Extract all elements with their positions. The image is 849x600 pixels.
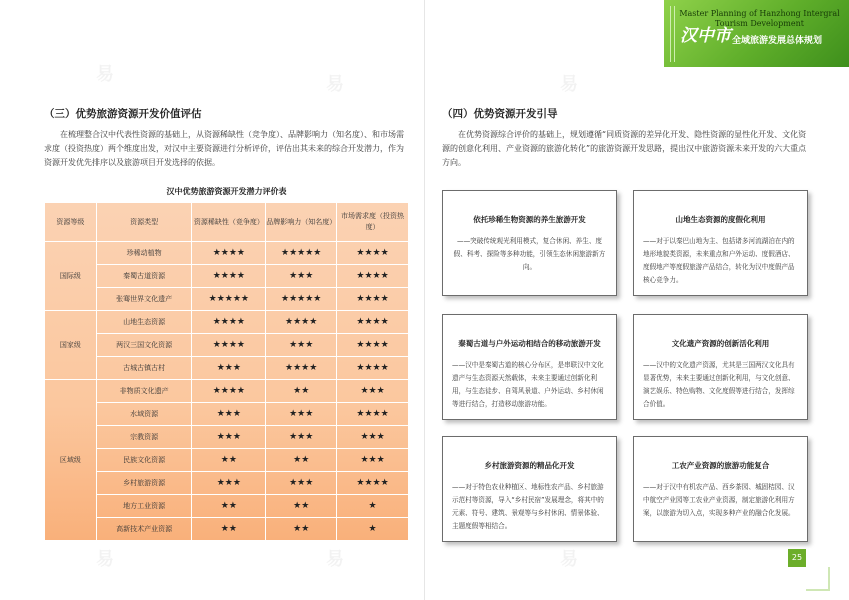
brand-rating: ★★ xyxy=(266,380,337,403)
header-banner xyxy=(664,0,849,67)
type-cell: 民族文化资源 xyxy=(96,449,192,472)
brand-rating: ★★★ xyxy=(266,334,337,357)
table-row xyxy=(45,472,409,495)
watermark-logo: 易 xyxy=(560,549,578,570)
card-title: 工农产业资源的旅游功能复合 xyxy=(671,461,770,470)
scarcity-rating: ★★★★ xyxy=(192,380,266,403)
market-rating: ★★★ xyxy=(337,426,409,449)
table-title: 汉中优势旅游资源开发潜力评价表 xyxy=(166,187,287,196)
banner-english-title-line2: Tourism Development xyxy=(715,19,804,28)
watermark-logo: 易 xyxy=(96,64,114,85)
left-intro-paragraph: 在梳理整合汉中代表性资源的基础上，从资源稀缺性（竞争度）、品牌影响力（知名度）、和市场需求度（投资热度）两个维度出发，对汉中主要资源进行分析评价，评估出其未来的综合开发潜力，作为资源开发优先排序以及旅游项目开发选择的依据。 xyxy=(44,130,404,167)
scarcity-rating: ★★★★ xyxy=(192,265,266,288)
table-header-row xyxy=(45,203,409,242)
type-cell: 水域资源 xyxy=(96,403,192,426)
market-rating: ★★★★ xyxy=(337,334,409,357)
type-cell: 高新技术产业资源 xyxy=(96,518,192,541)
market-rating: ★ xyxy=(337,495,409,518)
card-body: ——汉中是秦蜀古道的核心分布区，是串联汉中文化遗产与生态资源天然载体，未来主要通过创新化利用，与生态徒步、自驾风景道、户外运动、乡村休闲等进行结合，打造移动旅游功能。 xyxy=(452,361,604,408)
scarcity-rating: ★★★ xyxy=(192,472,266,495)
table-row xyxy=(45,311,409,334)
table-row xyxy=(45,449,409,472)
table-row xyxy=(45,334,409,357)
card-title: 秦蜀古道与户外运动相结合的移动旅游开发 xyxy=(458,339,601,348)
table-row xyxy=(45,495,409,518)
market-rating: ★★★★ xyxy=(337,265,409,288)
scarcity-rating: ★★★ xyxy=(192,357,266,380)
watermark-logo: 易 xyxy=(326,74,344,95)
evaluation-table xyxy=(44,202,409,541)
header-brand: 品牌影响力（知名度） xyxy=(266,203,337,242)
guidance-card xyxy=(633,436,808,542)
header-scarcity: 资源稀缺性（竞争度） xyxy=(192,203,266,242)
card-title: 依托珍稀生物资源的养生旅游开发 xyxy=(473,215,586,224)
type-cell: 宗教资源 xyxy=(96,426,192,449)
corner-decoration xyxy=(806,567,830,591)
type-cell: 张骞世界文化遗产 xyxy=(96,288,192,311)
watermark-logo: 易 xyxy=(560,74,578,95)
table-row xyxy=(45,426,409,449)
scarcity-rating: ★★★★ xyxy=(192,334,266,357)
table-row xyxy=(45,265,409,288)
market-rating: ★★★★ xyxy=(337,242,409,265)
card-body: ——突破传统观光利用模式，复合休闲、养生、度假、科考、探险等多种功能，引领生态休闲旅游新方向。 xyxy=(453,237,606,271)
brand-rating: ★★★ xyxy=(266,472,337,495)
brand-rating: ★★ xyxy=(266,495,337,518)
type-cell: 古城古镇古村 xyxy=(96,357,192,380)
brand-rating: ★★★ xyxy=(266,265,337,288)
scarcity-rating: ★★★★ xyxy=(192,242,266,265)
type-cell: 乡村旅游资源 xyxy=(96,472,192,495)
grade-cell: 国家级 xyxy=(45,311,97,380)
table-row xyxy=(45,518,409,541)
scarcity-rating: ★★★★★ xyxy=(192,288,266,311)
market-rating: ★★★ xyxy=(337,380,409,403)
brand-rating: ★★★★ xyxy=(266,357,337,380)
card-body: ——对于以秦巴山地为主、包括诸多河流湖泊在内的地形地貌类资源，未来重点和户外运动、度假酒店、度假地产等度假旅游产品结合，转化为汉中度假产品核心竞争力。 xyxy=(643,237,795,284)
guidance-card xyxy=(633,190,808,296)
market-rating: ★★★ xyxy=(337,449,409,472)
header-market: 市场需求度（投资热度） xyxy=(337,203,409,242)
table-row xyxy=(45,403,409,426)
banner-calligraphy-logo: 汉中市 xyxy=(680,26,731,46)
banner-line xyxy=(670,6,671,62)
right-section-title: （四）优势资源开发引导 xyxy=(442,108,558,120)
guidance-card xyxy=(442,314,617,420)
scarcity-rating: ★★ xyxy=(192,495,266,518)
market-rating: ★★★★ xyxy=(337,403,409,426)
type-cell: 珍稀动植物 xyxy=(96,242,192,265)
scarcity-rating: ★★★★ xyxy=(192,311,266,334)
table-row xyxy=(45,288,409,311)
table-row xyxy=(45,380,409,403)
watermark-logo: 易 xyxy=(96,549,114,570)
banner-chinese-title: 全域旅游发展总体规划 xyxy=(732,36,823,46)
left-section-title: （三）优势旅游资源开发价值评估 xyxy=(44,108,202,120)
type-cell: 秦蜀古道资源 xyxy=(96,265,192,288)
scarcity-rating: ★★★ xyxy=(192,403,266,426)
market-rating: ★★★★ xyxy=(337,288,409,311)
scarcity-rating: ★★ xyxy=(192,518,266,541)
scarcity-rating: ★★★ xyxy=(192,426,266,449)
market-rating: ★★★★ xyxy=(337,311,409,334)
guidance-card xyxy=(442,436,617,542)
brand-rating: ★★ xyxy=(266,518,337,541)
header-type: 资源类型 xyxy=(96,203,192,242)
card-body: ——汉中的文化遗产资源，尤其是三国两汉文化具有显著优势，未来主要通过创新化利用，与文化创意、演艺娱乐、特色购物、文化度假等进行结合，发挥综合价值。 xyxy=(643,361,795,408)
brand-rating: ★★★★ xyxy=(266,311,337,334)
scarcity-rating: ★★ xyxy=(192,449,266,472)
card-body: ——对于汉中有机农产品、西乡茶园、城固桔园、汉中航空产业园等工农业产业资源，制定旅游化利用方案，以旅游为切入点，实现多种产业的融合化发展。 xyxy=(643,483,795,517)
banner-english-title-line1: Master Planning of Hanzhong Intergral xyxy=(679,9,840,18)
card-title: 乡村旅游资源的精品化开发 xyxy=(484,461,575,470)
market-rating: ★★★★ xyxy=(337,357,409,380)
brand-rating: ★★★★★ xyxy=(266,288,337,311)
type-cell: 非物质文化遗产 xyxy=(96,380,192,403)
table-row xyxy=(45,242,409,265)
header-grade: 资源等级 xyxy=(45,203,97,242)
grade-cell: 区域级 xyxy=(45,380,97,541)
banner-line xyxy=(674,6,675,62)
market-rating: ★ xyxy=(337,518,409,541)
table-row xyxy=(45,357,409,380)
watermark-logo: 易 xyxy=(326,549,344,570)
type-cell: 地方工业资源 xyxy=(96,495,192,518)
card-title: 山地生态资源的度假化利用 xyxy=(675,215,766,224)
card-title: 文化遗产资源的创新活化利用 xyxy=(671,339,770,348)
brand-rating: ★★★ xyxy=(266,426,337,449)
type-cell: 山地生态资源 xyxy=(96,311,192,334)
guidance-card xyxy=(633,314,808,420)
right-intro-paragraph: 在优势资源综合评价的基础上，规划遵循“同质资源的差异化开发、隐性资源的显性化开发、文化资源的创意化利用、产业资源的旅游化转化”的旅游资源开发思路，提出汉中旅游资源未来开发的六大重点方向。 xyxy=(442,130,807,167)
page-divider xyxy=(424,0,425,600)
brand-rating: ★★ xyxy=(266,449,337,472)
type-cell: 两汉三国文化资源 xyxy=(96,334,192,357)
brand-rating: ★★★ xyxy=(266,403,337,426)
page-number: 25 xyxy=(788,549,806,567)
guidance-card xyxy=(442,190,617,296)
card-body: ——对于特色农业种植区、地标性农产品、乡村旅游示范村等资源，导入“乡村民宿”发展理念，将其中的元素、符号、建筑、景观等与乡村休闲、情景体验、主题度假等相结合。 xyxy=(452,483,604,530)
market-rating: ★★★★ xyxy=(337,472,409,495)
grade-cell: 国际级 xyxy=(45,242,97,311)
brand-rating: ★★★★★ xyxy=(266,242,337,265)
